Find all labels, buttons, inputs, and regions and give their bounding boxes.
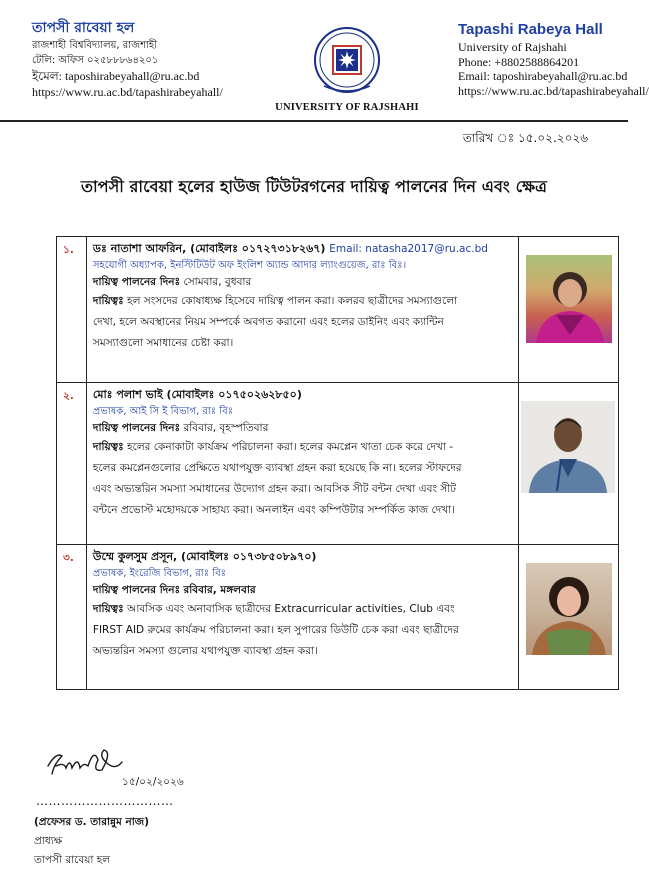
office-phone-bn: টেলি: অফিস ০২৫৮৮৮৬৪২০১ <box>32 55 159 66</box>
header-right <box>458 20 649 98</box>
duty-line: হলের কমপ্লেনগুলোর প্রেক্ষিতে যথাপযুক্ত ব্যাবস্থা গ্রহন করা হয়েছে কি না। হলের স্টাফদের <box>92 462 462 474</box>
tutor-name <box>93 241 514 257</box>
email-en: Email: taposhirabeyahall@ru.ac.bd <box>458 69 628 83</box>
duty-description <box>93 599 514 662</box>
table-row <box>57 237 618 383</box>
tutor-details <box>87 545 519 689</box>
duty-line: অভ্যন্তরিন সমস্যা গুলোর যথাপযুক্ত ব্যাবস্থা গ্রহন করা। <box>92 645 318 657</box>
hall-name-bn: তাপসী রাবেয়া হল <box>32 20 135 36</box>
signer-role: প্রাধ্যক্ষ <box>34 835 63 847</box>
signature-mark <box>42 744 132 780</box>
tutor-name: উম্মে কুলসুম প্রসূন, (মোবাইলঃ ০১৭৩৮৫০৮৯৭০) <box>92 550 317 563</box>
duty-line: দেখা, হলে অবস্থানের নিয়ম সম্পর্কে অবগত করানো এবং হলের ডাইনিং এবং ক্যান্টিন <box>92 316 444 328</box>
tutor-email[interactable]: Email: natasha2017@ru.ac.bd <box>329 243 488 255</box>
duty-description <box>93 437 514 521</box>
tutor-photo <box>526 563 612 655</box>
university-name-en: University of Rajshahi <box>458 40 567 54</box>
duty-days <box>93 274 514 291</box>
tutor-photo <box>521 401 615 493</box>
tutor-details <box>87 383 519 544</box>
signature-date: ১৫/০২/২০২৬ <box>122 776 184 788</box>
duty-line: এবং অভ্যন্তরিন সমস্যা সমাধানের উদ্যোগ গ্রহন করা। আবসিক সীট বন্টন দেখা এবং সীট <box>92 483 456 495</box>
serial-number: ১. <box>57 237 87 382</box>
duty-label: দায়িত্বঃ <box>92 603 124 615</box>
tutor-details <box>87 237 519 382</box>
duty-line: সমস্যাগুলো সমাধানের চেষ্টা করা। <box>92 337 234 349</box>
duty-days-label: দায়িত্ব পালনের দিনঃ <box>92 276 181 288</box>
duty-label: দায়িত্বঃ <box>92 441 124 453</box>
tutor-name: মোঃ পলাশ ভাই (মোবাইলঃ ০১৭৫০২৬২৮৫০) <box>92 388 302 401</box>
tutor-position: সহযোগী অধ্যাপক, ইনস্টিটিউট অফ ইংলিশ অ্যান্ড আদার ল্যাংগুয়েজ, রাঃ বিঃ। <box>92 260 407 271</box>
table-row <box>57 383 618 545</box>
email-bn: ইমেল: taposhirabeyahall@ru.ac.bd <box>32 69 200 83</box>
duty-line: আবসিক এবং অনাবাসিক ছাত্রীদের Extracurricular activities, Club এবং <box>127 603 455 615</box>
duty-days-label: দায়িত্ব পালনের দিনঃ <box>92 584 181 596</box>
duty-line: বন্টনে প্রভোস্ট মহোদয়কে সাহায্য করা। অনলাইন এবং কম্পিউটার সম্পর্কিত কাজ দেখা। <box>92 504 455 516</box>
table-row <box>57 545 618 689</box>
duty-line: FIRST AID রুমের কার্যক্রম পরিচালনা করা। হল সুপারের ডিউটি চেক করা এবং ছাত্রীদের <box>92 624 459 636</box>
duty-line: হল সংসদের কোষাধ্যক্ষ হিসেবে দায়িত্ব পালন করা। কলরব ছাত্রীদের সমস্যাগুলো <box>127 295 458 307</box>
duty-label: দায়িত্বঃ <box>92 295 124 307</box>
tutor-name-text: ডঃ নাতাশা আফরিন, (মোবাইলঃ ০১৭২৭৩১৮২৬৭) <box>92 242 326 255</box>
signature-line: …………………………… <box>36 794 174 808</box>
serial-number: ৩. <box>57 545 87 689</box>
photo-cell <box>519 383 618 544</box>
logo-caption: UNIVERSITY OF RAJSHAHI <box>275 102 419 113</box>
header-divider <box>0 120 628 122</box>
tutor-photo <box>526 255 612 343</box>
duty-days <box>93 420 514 437</box>
document-date: তারিখ ঃ ১৫.০২.২০২৬ <box>462 131 588 145</box>
duty-description <box>93 291 514 354</box>
website-link-right[interactable]: https://www.ru.ac.bd/tapashirabeyahall/ <box>458 83 649 98</box>
hall-name-en: Tapashi Rabeya Hall <box>458 21 603 38</box>
photo-cell <box>519 545 618 689</box>
duty-days <box>93 582 514 599</box>
duty-days-value: সোমবার, বুধবার <box>183 276 252 288</box>
tutor-position: প্রভাষক, আই সি ই বিভাগ, রাঃ বিঃ <box>92 406 234 417</box>
duty-line: হলের কেনাকাটা কার্যক্রম পরিচালনা করা। হলের কমপ্লেন খাতা চেক করে দেখা - <box>127 441 454 453</box>
university-logo-block <box>268 26 426 113</box>
tutor-position: প্রভাষক, ইংরেজি বিভাগ, রাঃ বিঃ <box>92 568 226 579</box>
university-name-bn: রাজশাহী বিশ্ববিদ্যালয়, রাজশাহী <box>32 40 158 51</box>
signer-name: (প্রফেসর ড. তারান্নুম নাজ) <box>34 816 149 828</box>
duty-days-label: দায়িত্ব পালনের দিনঃ <box>92 422 181 434</box>
signer-hall: তাপসী রাবেয়া হল <box>34 854 111 866</box>
serial-number: ২. <box>57 383 87 544</box>
photo-cell <box>519 237 618 382</box>
document-title: তাপসী রাবেয়া হলের হাউজ টিউটরগনের দায়িত্ব পালনের দিন এবং ক্ষেত্র <box>81 177 547 196</box>
duty-days-value: রবিবার, মঙ্গলবার <box>183 584 256 596</box>
duty-days-value: রবিবার, বৃহস্পতিবার <box>183 422 269 434</box>
university-logo-icon <box>312 26 382 98</box>
header-left <box>32 18 292 100</box>
phone-en: Phone: +8802588864201 <box>458 54 580 69</box>
tutor-table <box>56 236 619 690</box>
website-link-left[interactable]: https://www.ru.ac.bd/tapashirabeyahall/ <box>32 85 223 99</box>
